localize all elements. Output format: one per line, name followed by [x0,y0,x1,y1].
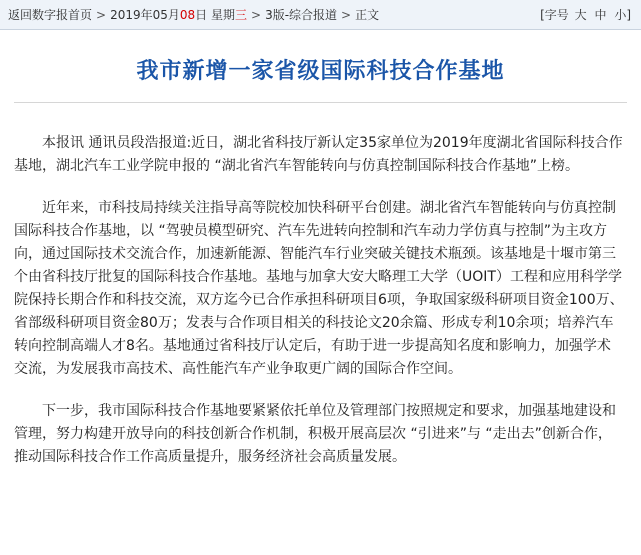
breadcrumb-separator: > [251,8,262,22]
font-size-medium-button[interactable]: 中 [594,8,607,22]
breadcrumb-separator: > [96,8,107,22]
article-paragraph: 近年来，市科技局持续关注指导高等院校加快科研平台创建。湖北省汽车智能转向与仿真控制国际科技合作基地，以 “驾驶员模型研究、汽车先进转向控制和汽车动力学仿真与控制”为主攻方向，通过国际技术交流合作，加速新能源、智能汽车行业突破关键技术瓶颈。该基地是十堰市第三个由省科技厅批复的国际科技合作基地。基地与加拿大安大略理工大学（UOIT）工程和应用科学学院保持长期合作和科技交流，双方迄今已合作承担科研项目6项，争取国家级科研项目资金100万、省部级科研项目资金80万；发表与合作项目相关的科技论文20余篇、形成专利10余项；培养汽车转向控制高端人才8名。基地通过省科技厅认定后，有助于进一步提高知名度和影响力，加强学术交流，为发展我市高技术、高性能汽车产业争取更广阔的国际合作空间。 [14,200,624,377]
date-day: 08 [179,8,196,22]
font-size-control [540,0,633,30]
article-title: 我市新增一家省级国际科技合作基地 [136,59,505,84]
font-size-large-button[interactable]: 大 [574,8,587,22]
article-paragraph: 本报讯 通讯员段浩报道:近日，湖北省科技厅新认定35家单位为2019年度湖北省国际科技合作基地，湖北汽车工业学院申报的 “湖北省汽车智能转向与仿真控制国际科技合作基地”上榜。 [14,135,623,174]
weekday: 三 [235,8,248,22]
breadcrumb-bar [0,0,641,30]
home-link[interactable]: 返回数字报首页 [8,8,93,22]
section-link[interactable]: 3版-综合报道 [265,8,338,22]
article-body [14,132,624,488]
current-page: 正文 [355,8,380,22]
font-size-label: [字号 [540,8,569,22]
breadcrumb [8,0,379,30]
article-paragraph: 下一步，我市国际科技合作基地要紧紧依托单位及管理部门按照规定和要求，加强基地建设和管理，努力构建开放导向的科技创新合作机制，积极开展高层次 “引进来”与 “走出去”创新合作，推动国际科技合作工作高质量提升，服务经济社会高质量发展。 [14,403,616,465]
date-prefix: 2019年05月 [110,8,180,22]
title-divider [14,102,627,103]
breadcrumb-separator: > [341,8,352,22]
font-size-small-button[interactable]: 小] [614,8,631,22]
date-suffix: 日 星期 [195,8,235,22]
